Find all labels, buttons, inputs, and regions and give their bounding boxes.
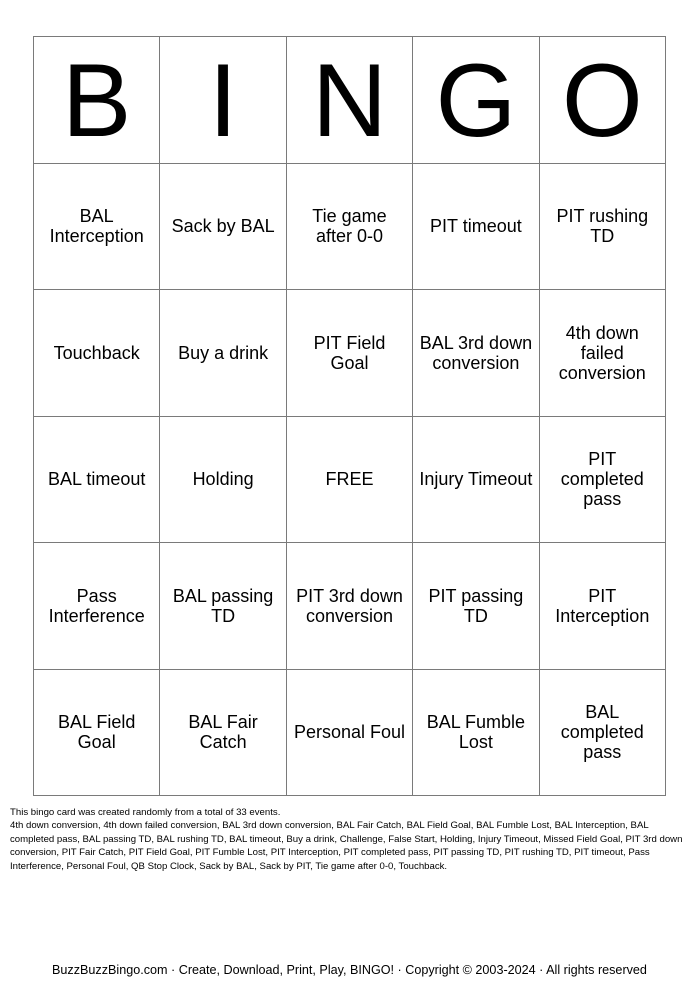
bingo-cell: BAL 3rd down conversion (413, 290, 539, 417)
bingo-cell: Personal Foul (287, 670, 413, 797)
header-letter-n: N (287, 37, 413, 164)
bingo-cell: Injury Timeout (413, 417, 539, 544)
bingo-cell: BAL passing TD (160, 543, 286, 670)
bingo-cell: BAL completed pass (540, 670, 666, 797)
footnote-events: 4th down conversion, 4th down failed conversion, BAL 3rd down conversion, BAL Fair Catch, BAL Field Goal, BAL Fumble Lost, BAL Interception, BAL completed pass, BAL passing TD, BAL rushing TD, BAL timeout, Buy a drink, Challenge, False Start, Holding, Injury Timeout, Missed Field Goal, PIT 3rd down conversion, PIT Fair Catch, PIT Field Goal, PIT Fumble Lost, PIT Interception, PIT completed pass, PIT passing TD, PIT rushing TD, PIT timeout, Pass Interference, Personal Foul, QB Stop Clock, Sack by BAL, Sack by PIT, Tie game after 0-0, Touchback. (10, 820, 683, 872)
bingo-cell: PIT Field Goal (287, 290, 413, 417)
footnote-intro: This bingo card was created randomly from a total of 33 events. (10, 807, 281, 818)
event-list-note (10, 806, 690, 873)
bingo-cell: PIT Interception (540, 543, 666, 670)
header-letter-o: O (540, 37, 666, 164)
bingo-cell: PIT timeout (413, 164, 539, 291)
bingo-cell: Sack by BAL (160, 164, 286, 291)
free-space-cell: FREE (287, 417, 413, 544)
header-letter-i: I (160, 37, 286, 164)
bingo-cell: BAL Fair Catch (160, 670, 286, 797)
bingo-cell: PIT completed pass (540, 417, 666, 544)
bingo-cell: BAL timeout (34, 417, 160, 544)
header-letter-g: G (413, 37, 539, 164)
bingo-cell: Touchback (34, 290, 160, 417)
bingo-cell: BAL Field Goal (34, 670, 160, 797)
header-letter-b: B (34, 37, 160, 164)
bingo-cell: Tie game after 0-0 (287, 164, 413, 291)
bingo-cell: Buy a drink (160, 290, 286, 417)
bingo-cell: Pass Interference (34, 543, 160, 670)
bingo-cell: BAL Fumble Lost (413, 670, 539, 797)
bingo-cell: PIT rushing TD (540, 164, 666, 291)
bingo-cell: 4th down failed conversion (540, 290, 666, 417)
copyright-footer: BuzzBuzzBingo.com · Create, Download, Print, Play, BINGO! · Copyright © 2003-2024 · All rights reserved (52, 963, 647, 977)
bingo-cell: PIT 3rd down conversion (287, 543, 413, 670)
bingo-cell: BAL Interception (34, 164, 160, 291)
bingo-cell: PIT passing TD (413, 543, 539, 670)
bingo-cell: Holding (160, 417, 286, 544)
bingo-card (33, 36, 666, 796)
